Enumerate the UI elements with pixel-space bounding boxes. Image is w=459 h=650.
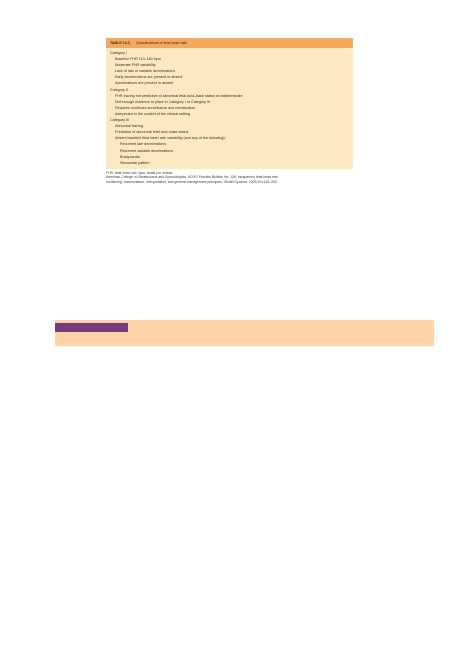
table-note: American College of Obstetricians and Gynecologists. ACOG Practice Bulletin No. 106: Intrapartum fetal heart rate bbox=[106, 175, 278, 180]
table-row: Interpreted in the context of the clinical setting bbox=[115, 111, 191, 116]
table-header bbox=[106, 38, 353, 48]
section-banner bbox=[55, 320, 434, 346]
table-row: Accelerations are present or absent bbox=[115, 81, 174, 86]
table-row: Moderate FHR variability bbox=[115, 63, 156, 68]
table-row: Recurrent variable decelerations bbox=[120, 148, 174, 153]
category-heading: Category I bbox=[110, 51, 128, 55]
table-row: Recurrent late decelerations bbox=[120, 142, 167, 147]
table-note: monitoring: nomenclature, interpretation, and general management principles. Obstet Gynecol. 2009;114:192–202. bbox=[106, 179, 278, 184]
table-row: Lack of late or variable decelerations bbox=[115, 69, 176, 74]
table-body bbox=[106, 48, 353, 169]
table-row: FHR tracing not predictive of abnormal fetal acid–base status or indeterminate bbox=[115, 93, 243, 98]
table-caption: Classifications of fetal heart rate bbox=[135, 41, 187, 45]
classification-table bbox=[106, 38, 353, 185]
section-tab bbox=[55, 323, 128, 332]
table-notes bbox=[106, 171, 353, 185]
table-row: Bradycardia bbox=[120, 154, 140, 159]
table-row: Predictive of abnormal fetal acid–base status bbox=[115, 130, 189, 135]
table-note: FHR, fetal heart rate; bpm, beats per minute. bbox=[106, 170, 174, 175]
table-row: Abnormal tracing bbox=[115, 124, 143, 129]
table-row: Not enough evidence to place in Category I or Category III bbox=[115, 99, 211, 104]
table-row: Baseline FHR 110–160 bpm bbox=[115, 57, 162, 62]
table-row: Requires continues surveillance and reevaluation bbox=[115, 105, 196, 110]
table-row: Sinusoidal pattern bbox=[120, 160, 150, 165]
table-label: TABLE 13.3 bbox=[110, 41, 130, 45]
table-row: Early decelerations are present or absent bbox=[115, 75, 183, 80]
category-heading: Category II bbox=[110, 87, 129, 92]
category-heading: Category III bbox=[110, 118, 130, 123]
table-row: Absent baseline fetal heart rate variability (and any of the following): bbox=[115, 136, 226, 141]
